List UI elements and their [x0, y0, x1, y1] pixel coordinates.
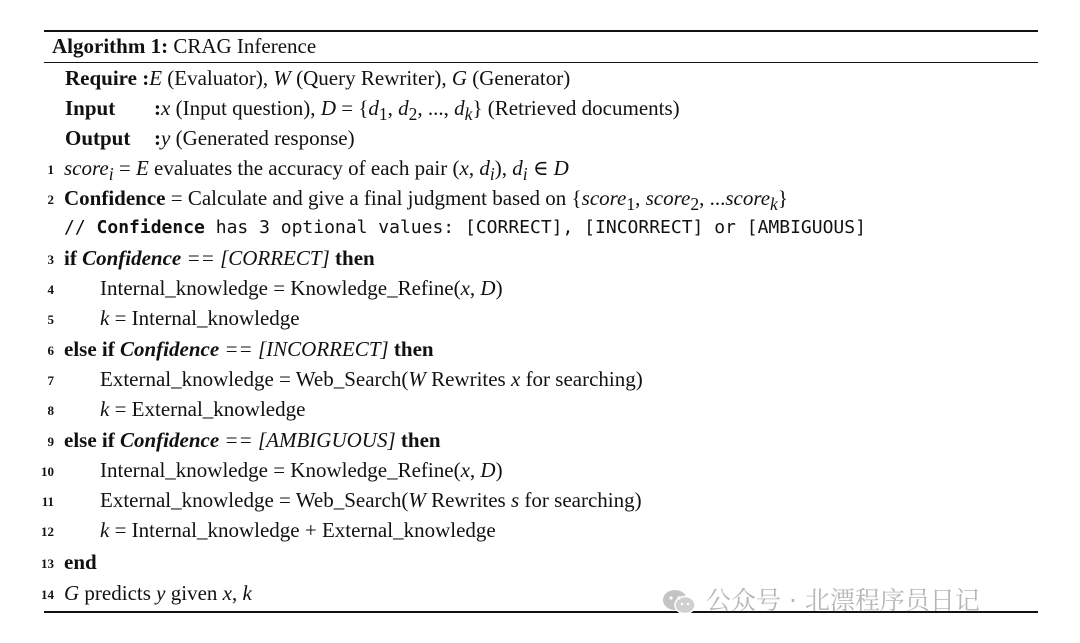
line-number: 3: [47, 252, 54, 267]
algorithm-title: [52, 31, 316, 61]
line-text: Internal_knowledge = Knowledge_Refine(x, D): [100, 458, 503, 482]
output-separator: :: [154, 126, 161, 150]
input-line: [65, 93, 680, 123]
algorithm-title-label: Algorithm 1:: [52, 34, 169, 58]
line-number: 8: [47, 403, 54, 418]
algorithm-title-name: CRAG Inference: [168, 34, 317, 58]
line-text: Internal_knowledge = Knowledge_Refine(x, D): [100, 276, 503, 300]
keyword: Confidence: [64, 186, 166, 210]
line-text: else if Confidence == [AMBIGUOUS] then: [64, 428, 441, 452]
input-text: x (Input question), $D = \{d_1$, $d_2$, ..., $d_k$} (Retrieved documents): [161, 96, 680, 125]
comment-text: // Confidence has 3 optional values: [CORRECT], [INCORRECT] or [AMBIGUOUS]: [64, 217, 866, 238]
line-number: 5: [47, 312, 54, 327]
require-text: E (Evaluator), W (Query Rewriter), G (Generator): [149, 66, 571, 90]
line-number: 1: [47, 162, 54, 177]
line-number: 14: [41, 587, 54, 602]
keyword: if: [64, 246, 77, 270]
input-label: Input: [65, 96, 116, 120]
line-text: score$_i$ = E evaluates the accuracy of each pair (x, $d_i$), $d_i$ ∈ D: [64, 156, 569, 185]
input-separator: :: [154, 96, 161, 120]
wechat-icon: [662, 589, 696, 615]
line-number: 9: [47, 434, 54, 449]
output-text: y (Generated response): [161, 126, 355, 150]
keyword: then: [393, 337, 434, 361]
line-text: k = External_knowledge: [100, 397, 306, 421]
line-number: 11: [41, 494, 54, 509]
line-text: Confidence = Calculate and give a final judgment based on {score$_1$, score$_2$, ...score$_k$}: [64, 186, 788, 215]
line-text: k = Internal_knowledge: [100, 306, 300, 330]
line-number: 12: [41, 524, 54, 539]
line-number: 4: [47, 282, 54, 297]
require-line: [65, 63, 570, 93]
keyword: then: [400, 428, 441, 452]
output-label: Output: [65, 126, 131, 150]
line-text: External_knowledge = Web_Search(W Rewrites s for searching): [100, 488, 642, 512]
line-number: 6: [47, 343, 54, 358]
keyword: then: [335, 246, 375, 270]
line-text: G predicts y given x, k: [64, 581, 252, 605]
line-number: 7: [47, 373, 54, 388]
keyword: else if: [64, 428, 115, 452]
line-number: 2: [47, 192, 54, 207]
watermark-text: 公众号 · 北漂程序员日记: [706, 586, 980, 615]
line-text: if Confidence == [CORRECT] then: [64, 246, 375, 270]
line-text: k = Internal_knowledge + External_knowledge: [100, 518, 496, 542]
keyword: end: [64, 550, 97, 574]
require-label: Require :: [65, 66, 150, 90]
keyword: else if: [64, 337, 115, 361]
output-line: [65, 123, 355, 153]
line-number: 10: [41, 464, 54, 479]
line-text: External_knowledge = Web_Search(W Rewrites x for searching): [100, 367, 643, 391]
line-text: else if Confidence == [INCORRECT] then: [64, 337, 434, 361]
watermark: [662, 584, 980, 618]
line-number: 13: [41, 556, 54, 571]
